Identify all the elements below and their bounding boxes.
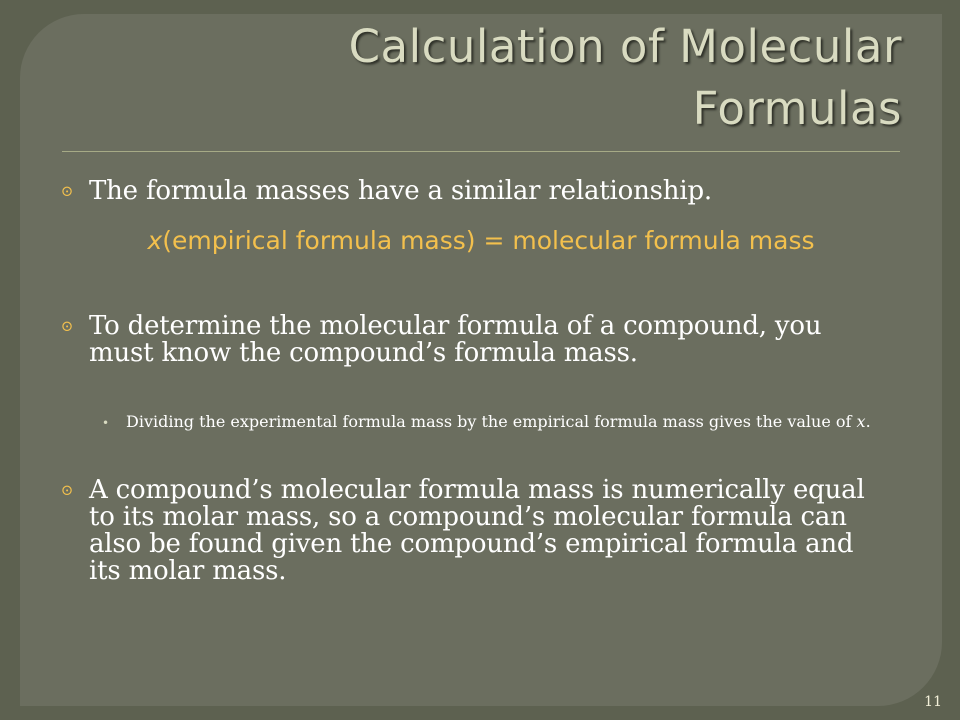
circled-dot-icon: ⊙: [60, 317, 74, 335]
bullet-3: A compound’s molecular formula mass is numerically equal to its molar mass, so a compound’s molecular formula can also be found given the compound’s empirical formula and its molar mass.: [89, 475, 865, 586]
small-dot-icon: •: [102, 416, 110, 430]
sub-bullet-variable: x: [856, 412, 866, 431]
equation-text: (empirical formula mass) = molecular formula mass: [162, 226, 815, 255]
sub-bullet-1: [126, 413, 886, 430]
bullet-2: To determine the molecular formula of a compound, you must know the compound’s formula mass.: [89, 311, 822, 368]
equation-variable: x: [147, 226, 163, 255]
slide-title: Calculation of Molecular Formulas: [348, 20, 902, 135]
circled-dot-icon: ⊙: [60, 182, 74, 200]
sub-bullet-end: .: [865, 412, 871, 431]
page-number: 11: [924, 694, 942, 710]
equation: [62, 226, 900, 256]
sub-bullet-text: Dividing the experimental formula mass by the empirical formula mass gives the value of: [126, 412, 857, 431]
bullet-1: The formula masses have a similar relationship.: [89, 176, 712, 206]
circled-dot-icon: ⊙: [60, 481, 74, 499]
